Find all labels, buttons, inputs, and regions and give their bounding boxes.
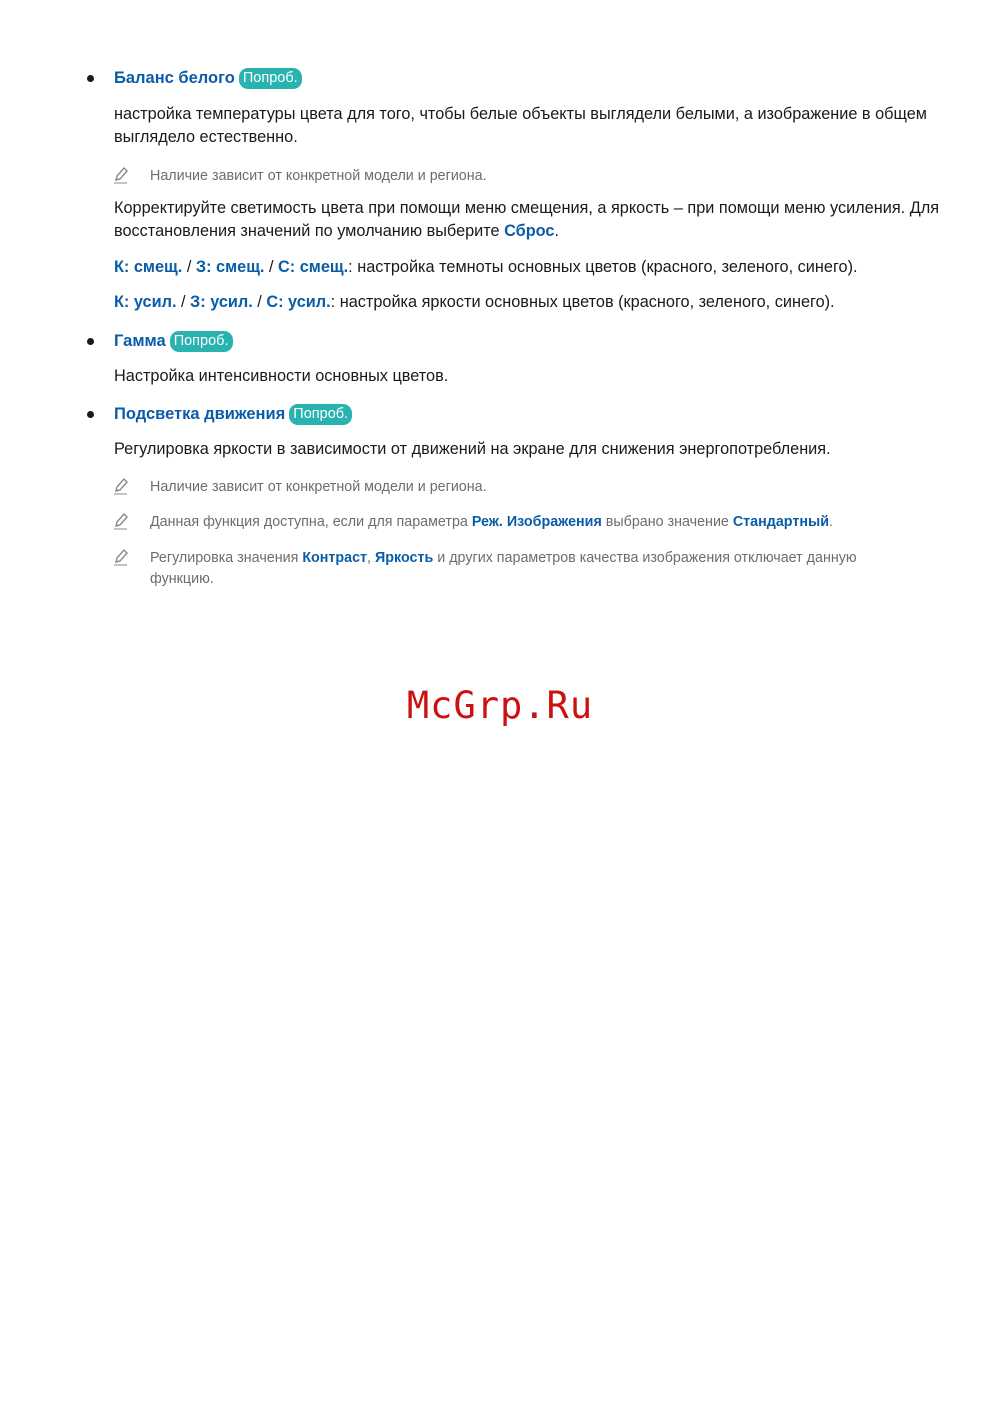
item-title-gamma [114,330,233,352]
note-picture-mode [150,512,920,533]
pencil-icon [113,477,129,495]
try-badge[interactable]: Попроб. [170,331,233,352]
item-title-label: Подсветка движения [114,405,286,423]
gain-description: : настройка яркости основных цветов (красного, зеленого, синего). [330,293,835,311]
b-gain-label: С: усил. [266,293,331,311]
paragraph-text: Корректируйте светимость цвета при помощи меню смещения, а яркость – при помощи меню усиления. Для восстановления значений по умолчанию выберите [114,199,940,240]
item-title-white-balance [114,67,302,89]
g-gain-label: З: усил. [190,293,253,311]
note-text: Данная функция доступна, если для параметра [150,514,472,530]
gamma-description: Настройка интенсивности основных цветов. [114,367,449,385]
note-text: . [828,514,833,530]
standard-option: Стандартный [732,514,829,530]
item-title-motion-lighting [114,403,352,425]
motion-lighting-description: Регулировка яркости в зависимости от движений на экране для снижения энергопотребления. [114,440,831,458]
separator: / [252,293,267,311]
g-offset-label: З: смещ. [195,258,265,276]
note-text: выбрано значение [601,514,733,530]
note-contrast-brightness [150,548,920,590]
offset-line [114,256,944,279]
separator: / [176,293,191,311]
paragraph-end: . [554,222,559,240]
bullet-dot [87,75,94,82]
brightness-option: Яркость [375,550,434,566]
note-text: , [367,550,375,566]
separator: / [182,258,196,276]
note-text: и других параметров качества изображения отключает данную функцию. [150,550,857,587]
gain-line [114,291,944,314]
item-title-label: Гамма [114,332,166,350]
note-text: Регулировка значения [150,550,303,566]
pencil-icon [113,548,129,566]
try-badge[interactable]: Попроб. [289,404,352,425]
b-offset-label: С: смещ. [278,258,349,276]
bullet-dot [87,338,94,345]
white-balance-description: настройка температуры цвета для того, чтобы белые объекты выглядели белыми, а изображение в общем выглядело естественно. [114,105,927,146]
try-badge[interactable]: Попроб. [239,68,302,89]
pencil-icon [113,512,129,530]
r-gain-label: К: усил. [114,293,177,311]
r-offset-label: К: смещ. [114,258,183,276]
watermark: McGrp.Ru [406,684,594,727]
pencil-icon [113,166,129,184]
picture-mode-option: Реж. Изображения [471,514,602,530]
note-availability: Наличие зависит от конкретной модели и региона. [150,168,487,184]
bullet-dot [87,411,94,418]
item-title-label: Баланс белого [114,69,235,87]
note-availability: Наличие зависит от конкретной модели и региона. [150,479,487,495]
offset-description: : настройка темноты основных цветов (красного, зеленого, синего). [348,258,858,276]
reset-option: Сброс [504,222,555,240]
separator: / [264,258,279,276]
white-balance-paragraph [114,197,944,243]
contrast-option: Контраст [302,550,368,566]
